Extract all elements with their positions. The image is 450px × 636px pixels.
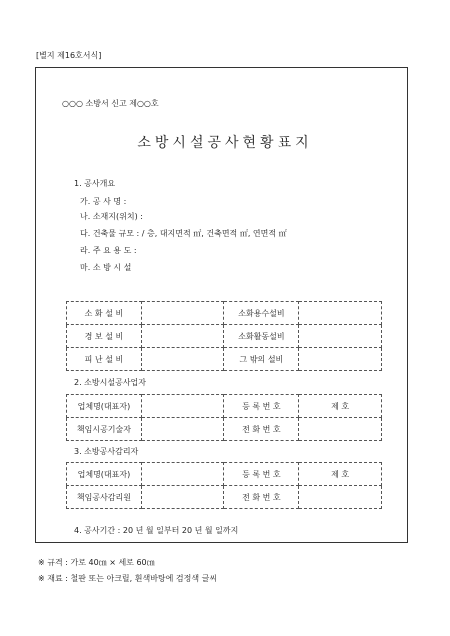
table-cell <box>141 486 224 509</box>
table-cell <box>141 395 224 418</box>
table-cell <box>299 325 382 348</box>
table-row <box>67 418 382 441</box>
fire-facilities-label: 마. 소 방 시 설 <box>80 263 132 272</box>
table-cell <box>141 418 224 441</box>
table-cell: 그 밖의 설비 <box>224 348 299 371</box>
report-number: ○○○ 소방서 신고 제○○호 <box>62 99 159 108</box>
table-cell <box>299 486 382 509</box>
section2-heading: 2. 소방시설공사업자 <box>74 378 146 387</box>
table-cell <box>299 348 382 371</box>
table-cell <box>299 302 382 325</box>
table-cell: 소화활동설비 <box>224 325 299 348</box>
form-number-label: [별지 제16호서식] <box>36 51 102 60</box>
table-row <box>67 325 382 348</box>
construction-period: 4. 공사기간 : 20 년 월 일부터 20 년 월 일까지 <box>74 526 239 535</box>
table-row <box>67 348 382 371</box>
table-row <box>67 302 382 325</box>
table-cell <box>141 302 224 325</box>
table-cell: 소 화 설 비 <box>67 302 142 325</box>
supervisor-table <box>66 462 382 509</box>
table-cell <box>141 348 224 371</box>
section3-heading: 3. 소방공사감리자 <box>74 447 139 456</box>
table-row <box>67 463 382 486</box>
table-cell: 제 호 <box>299 463 382 486</box>
table-cell <box>299 418 382 441</box>
table-cell: 등 록 번 호 <box>224 463 299 486</box>
table-cell: 책임공사감리원 <box>67 486 142 509</box>
table-row <box>67 486 382 509</box>
table-cell <box>141 325 224 348</box>
table-cell: 등 록 번 호 <box>224 395 299 418</box>
note-size: ※ 규격 : 가로 40㎝ × 세로 60㎝ <box>38 558 155 567</box>
table-cell: 업체명(대표자) <box>67 395 142 418</box>
facility-table <box>66 301 382 371</box>
project-name-label: 가. 공 사 명 : <box>80 197 127 206</box>
building-scale-label: 다. 건축물 규모 : / 층, 대지면적 ㎡, 건축면적 ㎡, 연면적 ㎡ <box>80 229 287 238</box>
table-cell: 제 호 <box>299 395 382 418</box>
section1-heading: 1. 공사개요 <box>74 179 116 188</box>
table-cell: 책임시공기술자 <box>67 418 142 441</box>
main-use-label: 라. 주 요 용 도 : <box>80 246 137 255</box>
contractor-table <box>66 394 382 441</box>
table-cell: 업체명(대표자) <box>67 463 142 486</box>
table-cell: 소화용수설비 <box>224 302 299 325</box>
page-title: 소방시설공사현황표지 <box>137 135 313 151</box>
table-row <box>67 395 382 418</box>
note-material: ※ 재료 : 철판 또는 아크릴, 흰색바탕에 검정색 글씨 <box>38 574 218 583</box>
table-cell: 전 화 번 호 <box>224 486 299 509</box>
table-cell <box>141 463 224 486</box>
table-cell: 경 보 설 비 <box>67 325 142 348</box>
table-cell: 피 난 설 비 <box>67 348 142 371</box>
table-cell: 전 화 번 호 <box>224 418 299 441</box>
location-label: 나. 소재지(위치) : <box>80 212 143 221</box>
